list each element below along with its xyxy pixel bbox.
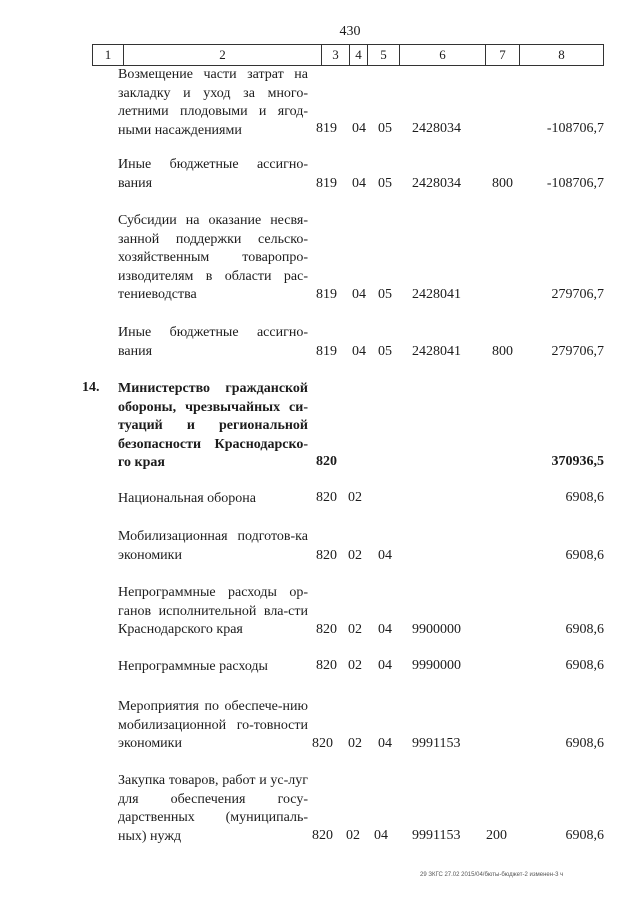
row-rz: 02 xyxy=(348,490,362,505)
row-amount: 6908,6 xyxy=(565,548,604,563)
row-amount: 370936,5 xyxy=(551,454,604,469)
column-header-6: 6 xyxy=(399,45,485,65)
row-amount: 279706,7 xyxy=(551,287,604,302)
row-rz: 04 xyxy=(352,287,366,302)
column-header-3: 3 xyxy=(321,45,349,65)
column-header-4: 4 xyxy=(349,45,367,65)
row-ved: 820 xyxy=(312,736,333,751)
row-amount: 6908,6 xyxy=(565,490,604,505)
row-amount: -108706,7 xyxy=(546,176,604,191)
row-csr: 2428041 xyxy=(412,344,461,359)
row-ved: 819 xyxy=(316,287,337,302)
row-ved: 820 xyxy=(316,490,337,505)
row-csr: 2428034 xyxy=(412,176,461,191)
row-ved: 819 xyxy=(316,344,337,359)
row-name: Непрограммные расходы xyxy=(118,659,268,674)
row-csr: 2428034 xyxy=(412,121,461,136)
column-header-row xyxy=(92,44,604,66)
row-pr: 04 xyxy=(378,736,392,751)
row-vr: 800 xyxy=(492,344,513,359)
row-rz: 04 xyxy=(352,344,366,359)
row-name: Мероприятия по обеспече-нию мобилизационной го-товности экономики xyxy=(118,699,308,751)
footer-file-path: 29 ЗКГС 27.02 2015/04/бюты-бюджет-2 изменен-3 ч xyxy=(420,872,564,878)
row-ved: 819 xyxy=(316,176,337,191)
column-header-7: 7 xyxy=(485,45,519,65)
page-number: 430 xyxy=(339,24,361,39)
column-header-2: 2 xyxy=(123,45,321,65)
row-csr: 9990000 xyxy=(412,658,461,673)
row-amount: 6908,6 xyxy=(565,658,604,673)
row-rz: 04 xyxy=(352,176,366,191)
row-name: Иные бюджетные ассигно-вания xyxy=(118,157,308,191)
row-rz: 02 xyxy=(348,622,362,637)
row-pr: 05 xyxy=(378,344,392,359)
row-pr: 04 xyxy=(378,658,392,673)
row-pr: 05 xyxy=(378,176,392,191)
row-rz: 04 xyxy=(352,121,366,136)
row-pr: 05 xyxy=(378,287,392,302)
row-rz: 02 xyxy=(346,828,360,843)
section-number: 14. xyxy=(82,380,100,395)
row-name: Иные бюджетные ассигно-вания xyxy=(118,325,308,359)
row-name: Закупка товаров, работ и ус-луг для обеспечения госу-дарственных (муниципаль-ных) нужд xyxy=(118,773,308,844)
row-pr: 04 xyxy=(378,548,392,563)
row-ved: 820 xyxy=(312,828,333,843)
row-amount: 6908,6 xyxy=(565,736,604,751)
column-header-5: 5 xyxy=(367,45,399,65)
row-name: Субсидии на оказание несвя-занной поддержки сельско-хозяйственным товаропро-изводителям в области рас-тениеводства xyxy=(118,213,308,302)
row-amount: 6908,6 xyxy=(565,622,604,637)
row-amount: -108706,7 xyxy=(546,121,604,136)
row-csr: 9900000 xyxy=(412,622,461,637)
column-header-8: 8 xyxy=(519,45,603,65)
row-ved: 820 xyxy=(316,548,337,563)
row-csr: 2428041 xyxy=(412,287,461,302)
row-name: Мобилизационная подготов-ка экономики xyxy=(118,529,308,563)
row-vr: 200 xyxy=(486,828,507,843)
row-pr: 04 xyxy=(374,828,388,843)
row-csr: 9991153 xyxy=(412,736,461,751)
row-name: Возмещение части затрат на закладку и уход за много-летними плодовыми и ягод-ными насаждениями xyxy=(118,67,308,138)
row-vr: 800 xyxy=(492,176,513,191)
column-header-1: 1 xyxy=(104,47,112,62)
row-ved: 819 xyxy=(316,121,337,136)
section-title: Министерство гражданской обороны, чрезвычайных си-туаций и региональной безопасности Краснодарско-го края xyxy=(118,381,308,470)
row-rz: 02 xyxy=(348,548,362,563)
row-ved: 820 xyxy=(316,622,337,637)
row-pr: 04 xyxy=(378,622,392,637)
row-ved: 820 xyxy=(316,454,337,469)
row-name: Непрограммные расходы ор-ганов исполнительной вла-сти Краснодарского края xyxy=(118,585,308,637)
row-pr: 05 xyxy=(378,121,392,136)
row-rz: 02 xyxy=(348,658,362,673)
row-name: Национальная оборона xyxy=(118,491,256,506)
row-ved: 820 xyxy=(316,658,337,673)
row-csr: 9991153 xyxy=(412,828,461,843)
row-rz: 02 xyxy=(348,736,362,751)
row-amount: 6908,6 xyxy=(565,828,604,843)
row-amount: 279706,7 xyxy=(551,344,604,359)
